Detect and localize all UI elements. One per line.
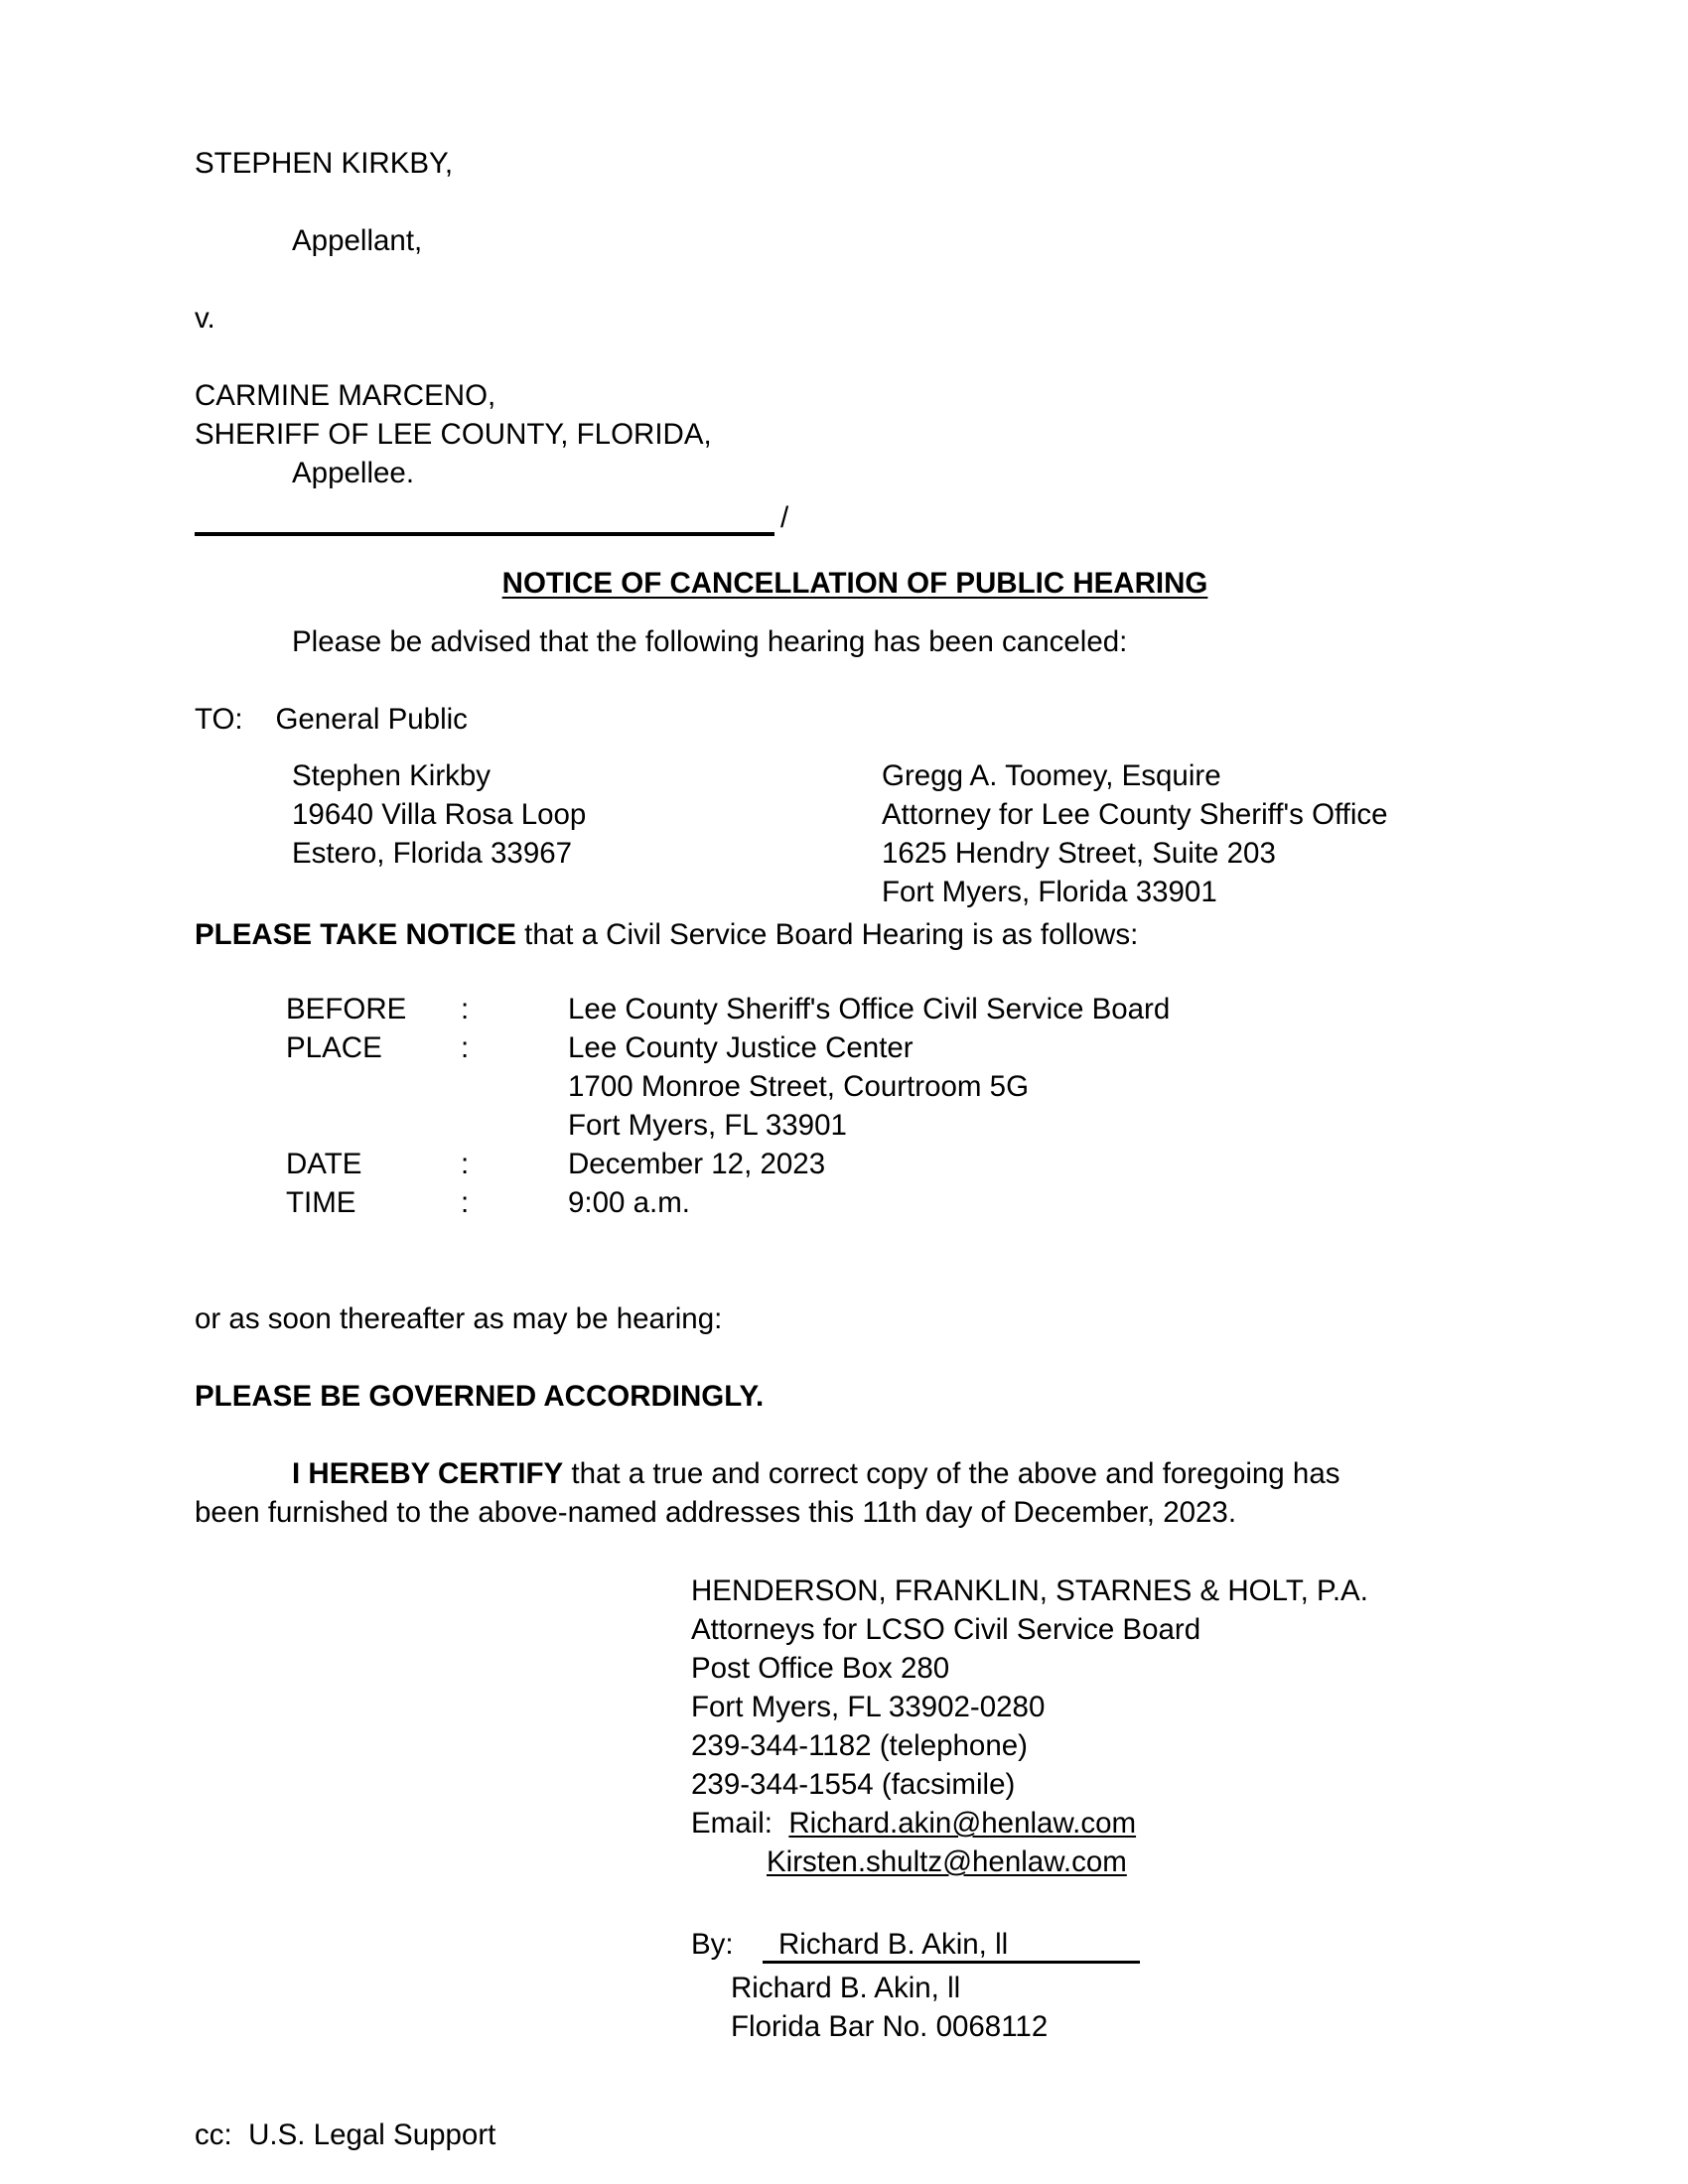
by-label: By: xyxy=(691,1928,734,1961)
address-line: Attorney for Lee County Sheriff's Office xyxy=(882,798,1388,831)
spacer xyxy=(195,338,1515,376)
address-block xyxy=(195,756,1515,915)
hearing-colon: : xyxy=(461,1031,470,1064)
certify-paragraph-line2: been furnished to the above-named addresses this 11th day of December, 2023. xyxy=(195,1496,1237,1529)
signature-name: Richard B. Akin, ll xyxy=(778,1928,1009,1961)
firm-telephone: 239-344-1182 (telephone) xyxy=(691,1729,1028,1762)
hearing-label: TIME xyxy=(286,1186,356,1219)
caption-appellee-role: Appellee. xyxy=(292,457,415,489)
firm-city-state-zip: Fort Myers, FL 33902-0280 xyxy=(691,1691,1046,1723)
caption-separator xyxy=(195,502,1515,546)
caption-versus: v. xyxy=(195,302,215,335)
spacer xyxy=(195,1261,1515,1299)
address-line: 1625 Hendry Street, Suite 203 xyxy=(882,837,1276,870)
signature-block xyxy=(195,1571,1515,2046)
signature-by-row xyxy=(691,1925,1515,1969)
caption-appellant-name: STEPHEN KIRKBY, xyxy=(195,147,454,180)
page-title: NOTICE OF CANCELLATION OF PUBLIC HEARING xyxy=(501,567,1208,600)
hearing-label: PLACE xyxy=(286,1031,382,1064)
hearing-value: December 12, 2023 xyxy=(568,1148,826,1180)
intro-paragraph: Please be advised that the following hearing has been canceled: xyxy=(292,625,1128,658)
hearing-value: Fort Myers, FL 33901 xyxy=(568,1109,847,1142)
spacer xyxy=(195,1416,1515,1454)
caption-appellee-name: CARMINE MARCENO, xyxy=(195,379,496,412)
thereafter-paragraph: or as soon thereafter as may be hearing: xyxy=(195,1302,723,1335)
firm-facsimile: 239-344-1554 (facsimile) xyxy=(691,1768,1016,1801)
hearing-value: 9:00 a.m. xyxy=(568,1186,690,1219)
email-link-richard[interactable]: Richard.akin@henlaw.com xyxy=(788,1807,1137,1840)
spacer xyxy=(195,603,1515,622)
signature-line xyxy=(763,1961,1140,1964)
address-line: Gregg A. Toomey, Esquire xyxy=(882,759,1221,792)
take-notice-rest: that a Civil Service Board Hearing is as follows: xyxy=(515,918,1139,951)
hearing-value: Lee County Sheriff's Office Civil Service Board xyxy=(568,993,1171,1025)
address-column-right xyxy=(882,756,1388,911)
spacer xyxy=(195,260,1515,299)
firm-name: HENDERSON, FRANKLIN, STARNES & HOLT, P.A. xyxy=(691,1574,1368,1607)
take-notice-bold: PLEASE TAKE NOTICE xyxy=(195,918,516,951)
address-line: Fort Myers, Florida 33901 xyxy=(882,876,1217,908)
hearing-value: 1700 Monroe Street, Courtroom 5G xyxy=(568,1070,1030,1103)
address-line: 19640 Villa Rosa Loop xyxy=(292,798,587,831)
hearing-row-date xyxy=(195,1145,1515,1183)
spacer xyxy=(195,954,1515,974)
hearing-row-before xyxy=(195,990,1515,1028)
firm-email-row-1 xyxy=(691,1804,1515,1843)
document-body xyxy=(195,144,1515,2154)
hearing-details xyxy=(195,990,1515,1222)
spacer xyxy=(195,1338,1515,1377)
hearing-colon: : xyxy=(461,993,470,1025)
hearing-label: DATE xyxy=(286,1148,362,1180)
address-line: Stephen Kirkby xyxy=(292,759,492,792)
caption-appellee-title: SHERIFF OF LEE COUNTY, FLORIDA, xyxy=(195,418,712,451)
caption-appellant-role: Appellant, xyxy=(292,224,423,257)
address-line: Estero, Florida 33967 xyxy=(292,837,573,870)
spacer xyxy=(195,183,1515,221)
hearing-row-time xyxy=(195,1183,1515,1222)
firm-email-row-2 xyxy=(691,1843,1515,1881)
caption-slash: / xyxy=(780,501,789,534)
hearing-value: Lee County Justice Center xyxy=(568,1031,914,1064)
to-row xyxy=(195,700,1515,739)
email-link-kirsten[interactable]: Kirsten.shultz@henlaw.com xyxy=(767,1845,1127,1878)
hearing-label: BEFORE xyxy=(286,993,407,1025)
cc-line: cc: U.S. Legal Support xyxy=(195,2118,496,2151)
spacer xyxy=(195,1222,1515,1261)
signature-printed-name: Richard B. Akin, ll xyxy=(731,1972,961,2004)
certify-rest: that a true and correct copy of the above and foregoing has xyxy=(563,1457,1340,1490)
firm-role: Attorneys for LCSO Civil Service Board xyxy=(691,1613,1201,1646)
firm-po-box: Post Office Box 280 xyxy=(691,1652,950,1685)
certify-bold: I HEREBY CERTIFY xyxy=(292,1457,564,1490)
hearing-colon: : xyxy=(461,1148,470,1180)
caption-horizontal-rule xyxy=(195,532,774,536)
address-column-left xyxy=(292,756,586,873)
email-label: Email: xyxy=(691,1807,789,1840)
to-value: General Public xyxy=(275,703,468,736)
hearing-colon: : xyxy=(461,1186,470,1219)
signature-bar-number: Florida Bar No. 0068112 xyxy=(731,2010,1049,2043)
governed-accordingly: PLEASE BE GOVERNED ACCORDINGLY. xyxy=(195,1380,765,1413)
certify-paragraph-line1 xyxy=(195,1454,1515,1493)
hearing-row-place-city xyxy=(195,1106,1515,1145)
to-label: TO: xyxy=(195,703,243,736)
spacer xyxy=(195,661,1515,700)
take-notice-paragraph xyxy=(195,915,1515,954)
hearing-row-place xyxy=(195,1028,1515,1067)
hearing-row-place-street xyxy=(195,1067,1515,1106)
